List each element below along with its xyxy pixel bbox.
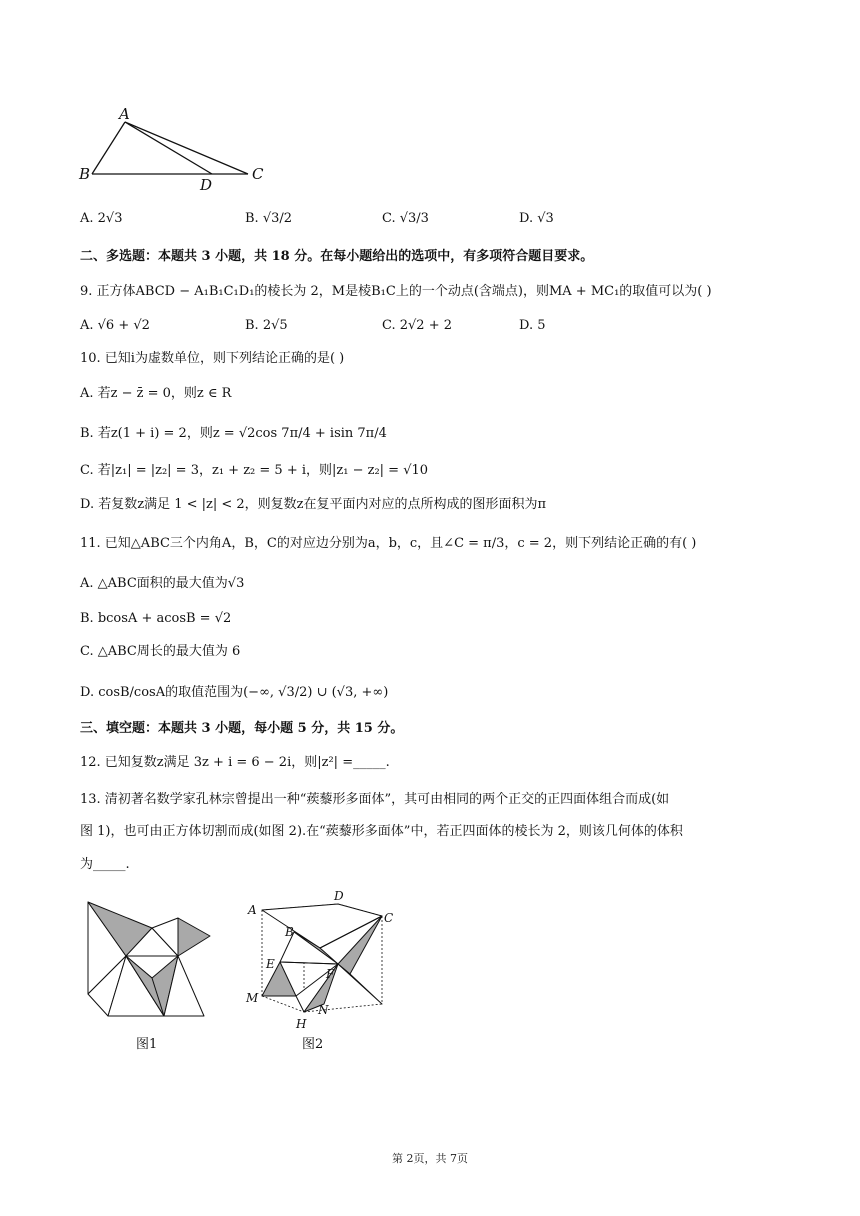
q11-option-a: A. △ABC面积的最大值为√3 bbox=[80, 576, 245, 591]
page-footer: 第 2页，共 7页 bbox=[392, 1152, 468, 1165]
q11-option-c: C. △ABC周长的最大值为 6 bbox=[80, 644, 241, 659]
q9-option-a: A. √6 + √2 bbox=[80, 318, 150, 333]
label-b: B bbox=[79, 165, 91, 183]
triangle-abc-figure bbox=[78, 104, 268, 194]
q9-stem: 9. 正方体ABCD − A₁B₁C₁D₁的棱长为 2，M是棱B₁C上的一个动点(含端点)，则MA + MC₁的取值可以为( ) bbox=[80, 284, 712, 299]
q10-stem: 10. 已知i为虚数单位，则下列结论正确的是( ) bbox=[80, 351, 345, 366]
fig2-label-f: F bbox=[326, 967, 335, 981]
q10-option-a: A. 若z − z̄ = 0，则z ∈ R bbox=[80, 386, 232, 401]
fig2-label-a: A bbox=[248, 903, 257, 917]
q11-option-d: D. cosB/cosA的取值范围为(−∞, √3/2) ∪ (√3, +∞) bbox=[80, 685, 389, 700]
fig2-label-n: N bbox=[318, 1003, 329, 1017]
q11-option-b: B. bcosA + acosB = √2 bbox=[80, 611, 232, 626]
section-2-heading: 二、多选题：本题共 3 小题，共 18 分。在每小题给出的选项中，有多项符合题目要求。 bbox=[80, 249, 594, 264]
q11-stem: 11. 已知△ABC三个内角A，B，C的对应边分别为a，b，c，且∠C = π/3，c = 2，则下列结论正确的有( ) bbox=[80, 536, 697, 551]
figure-1-stellated-polyhedron bbox=[78, 898, 218, 1023]
label-c: C bbox=[252, 165, 264, 183]
q9-option-c: C. 2√2 + 2 bbox=[382, 318, 453, 333]
q10-option-b: B. 若z(1 + i) = 2，则z = √2cos 7π/4 + isin 7π/4 bbox=[80, 426, 387, 441]
q10-option-d: D. 若复数z满足 1 < |z| < 2，则复数z在复平面内对应的点所构成的图形面积为π bbox=[80, 497, 547, 512]
q12-stem: 12. 已知复数z满足 3z + i = 6 − 2i，则|z²| =_____. bbox=[80, 755, 390, 770]
fig2-label-m: M bbox=[246, 991, 259, 1005]
q8-option-a: A. 2√3 bbox=[80, 211, 123, 226]
segment-ac bbox=[125, 122, 248, 174]
segment-ad bbox=[125, 122, 212, 174]
q9-option-b: B. 2√5 bbox=[245, 318, 288, 333]
q8-option-d: D. √3 bbox=[519, 211, 554, 226]
fig2-label-d: D bbox=[334, 889, 344, 903]
figure-2-cube-cut-polyhedron bbox=[240, 886, 400, 1036]
figure-1-caption: 图1 bbox=[136, 1037, 158, 1052]
segment-ab bbox=[92, 122, 125, 174]
section-3-heading: 三、填空题：本题共 3 小题，每小题 5 分，共 15 分。 bbox=[80, 721, 404, 736]
q13-line-3: 为_____. bbox=[80, 857, 130, 872]
q8-option-b: B. √3/2 bbox=[245, 211, 293, 226]
label-d: D bbox=[200, 176, 213, 194]
fig2-label-e: E bbox=[266, 957, 275, 971]
fig2-label-h: H bbox=[296, 1017, 307, 1031]
fig2-label-c: C bbox=[384, 911, 394, 925]
label-a: A bbox=[119, 105, 130, 123]
q9-option-d: D. 5 bbox=[519, 318, 546, 333]
fig2-label-b: B bbox=[285, 925, 294, 939]
q13-line-2: 图 1)，也可由正方体切割而成(如图 2).在“蒺藜形多面体”中，若正四面体的棱长为 2，则该几何体的体积 bbox=[80, 824, 683, 839]
figure-2-caption: 图2 bbox=[302, 1037, 324, 1052]
q13-line-1: 13. 清初著名数学家孔林宗曾提出一种“蒺藜形多面体”，其可由相同的两个正交的正四面体组合而成(如 bbox=[80, 792, 670, 807]
q10-option-c: C. 若|z₁| = |z₂| = 3，z₁ + z₂ = 5 + i，则|z₁ − z₂| = √10 bbox=[80, 463, 429, 478]
q8-option-c: C. √3/3 bbox=[382, 211, 429, 226]
